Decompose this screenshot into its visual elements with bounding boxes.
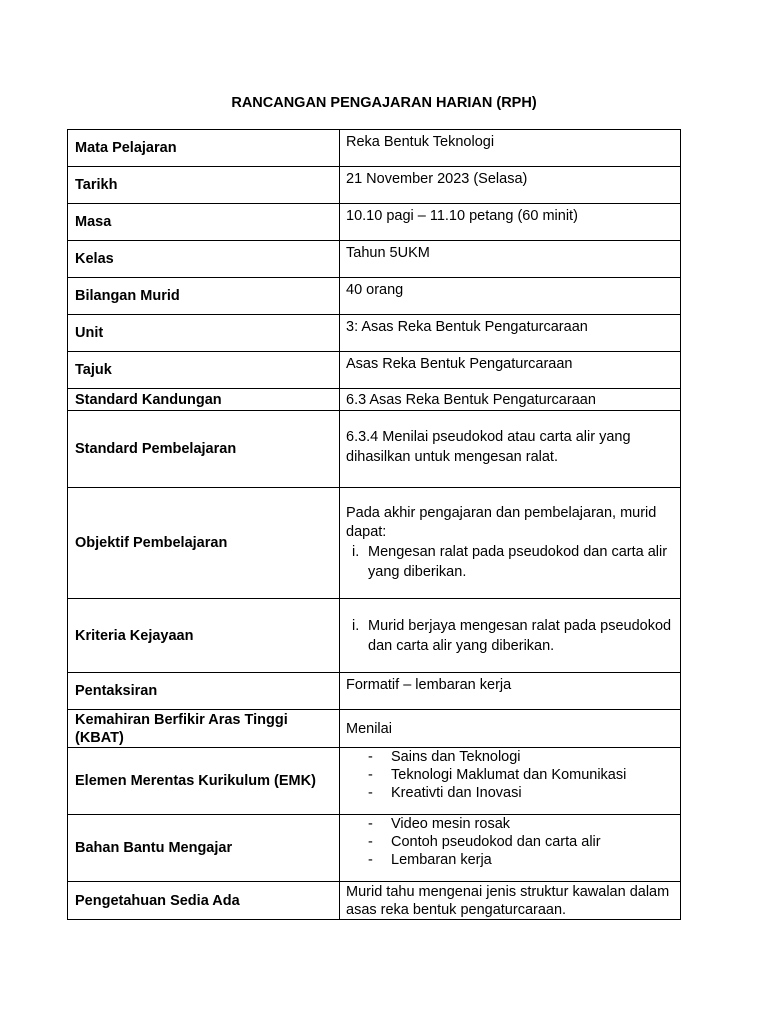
table-row-bilangan-murid xyxy=(68,278,681,315)
table-row-masa xyxy=(68,204,681,241)
row-value xyxy=(340,815,681,882)
list-item-text: Sains dan Teknologi xyxy=(391,749,521,765)
table-row-objektif-pembelajaran xyxy=(68,488,681,599)
criteria-list xyxy=(346,616,672,656)
list-item-text: Lembaran kerja xyxy=(391,852,492,868)
table-row-tajuk xyxy=(68,352,681,389)
table-row-unit xyxy=(68,315,681,352)
row-value: 6.3.4 Menilai pseudokod atau carta alir yang dihasilkan untuk mengesan ralat. xyxy=(340,411,681,488)
list-item xyxy=(346,766,672,784)
list-item xyxy=(346,748,672,766)
table-row-kriteria-kejayaan xyxy=(68,599,681,673)
row-label: Pengetahuan Sedia Ada xyxy=(68,882,340,920)
list-item xyxy=(346,815,672,833)
row-value: 10.10 pagi – 11.10 petang (60 minit) xyxy=(340,204,681,241)
row-value: 3: Asas Reka Bentuk Pengaturcaraan xyxy=(340,315,681,352)
list-marker: - xyxy=(368,834,373,850)
list-item-text: Murid berjaya mengesan ralat pada pseudokod dan carta alir yang diberikan. xyxy=(368,617,672,654)
row-value: Murid tahu mengenai jenis struktur kawalan dalam asas reka bentuk pengaturcaraan. xyxy=(340,882,681,920)
rph-table xyxy=(67,129,681,920)
row-value: 21 November 2023 (Selasa) xyxy=(340,167,681,204)
row-value: Reka Bentuk Teknologi xyxy=(340,130,681,167)
table-row-bbm xyxy=(68,815,681,882)
row-label: Tarikh xyxy=(68,167,340,204)
list-marker: - xyxy=(368,816,373,832)
bbm-list xyxy=(346,815,672,869)
list-item-text: Mengesan ralat pada pseudokod dan carta alir yang diberikan. xyxy=(368,544,668,580)
table-row-mata-pelajaran xyxy=(68,130,681,167)
objective-list xyxy=(346,542,672,582)
row-label: Kemahiran Berfikir Aras Tinggi (KBAT) xyxy=(68,710,340,748)
row-value xyxy=(340,748,681,815)
table-row-kelas xyxy=(68,241,681,278)
row-label: Kriteria Kejayaan xyxy=(68,599,340,673)
row-value: Tahun 5UKM xyxy=(340,241,681,278)
row-value xyxy=(340,488,681,599)
row-label: Pentaksiran xyxy=(68,673,340,710)
emk-list xyxy=(346,748,672,802)
row-value: 40 orang xyxy=(340,278,681,315)
list-item xyxy=(346,616,672,656)
row-label: Tajuk xyxy=(68,352,340,389)
list-item-text: Kreativti dan Inovasi xyxy=(391,785,522,801)
list-marker: - xyxy=(368,785,373,801)
list-marker: i. xyxy=(352,544,360,560)
objective-intro: Pada akhir pengajaran dan pembelajaran, murid dapat: xyxy=(346,505,657,540)
row-label: Mata Pelajaran xyxy=(68,130,340,167)
list-marker: i. xyxy=(352,617,360,634)
list-item xyxy=(346,833,672,851)
table-row-tarikh xyxy=(68,167,681,204)
row-value: Menilai xyxy=(340,710,681,748)
row-label: Masa xyxy=(68,204,340,241)
row-value xyxy=(340,599,681,673)
list-marker: - xyxy=(368,852,373,868)
list-item-text: Teknologi Maklumat dan Komunikasi xyxy=(391,767,627,783)
row-label: Objektif Pembelajaran xyxy=(68,488,340,599)
table-row-standard-kandungan xyxy=(68,389,681,411)
list-marker: - xyxy=(368,767,373,783)
row-value: Formatif – lembaran kerja xyxy=(340,673,681,710)
table-row-kbat xyxy=(68,710,681,748)
row-label: Standard Kandungan xyxy=(68,389,340,411)
row-label: Bahan Bantu Mengajar xyxy=(68,815,340,882)
list-marker: - xyxy=(368,749,373,765)
table-row-pentaksiran xyxy=(68,673,681,710)
row-label: Bilangan Murid xyxy=(68,278,340,315)
row-label: Unit xyxy=(68,315,340,352)
row-value: Asas Reka Bentuk Pengaturcaraan xyxy=(340,352,681,389)
row-label: Elemen Merentas Kurikulum (EMK) xyxy=(68,748,340,815)
row-label: Standard Pembelajaran xyxy=(68,411,340,488)
table-row-standard-pembelajaran xyxy=(68,411,681,488)
row-label: Kelas xyxy=(68,241,340,278)
document-title: RANCANGAN PENGAJARAN HARIAN (RPH) xyxy=(231,95,537,111)
list-item xyxy=(346,542,672,582)
list-item xyxy=(346,851,672,869)
list-item xyxy=(346,784,672,802)
list-item-text: Contoh pseudokod dan carta alir xyxy=(391,834,601,850)
row-value: 6.3 Asas Reka Bentuk Pengaturcaraan xyxy=(340,389,681,411)
table-row-pengetahuan-sedia-ada xyxy=(68,882,681,920)
list-item-text: Video mesin rosak xyxy=(391,816,511,832)
table-row-emk xyxy=(68,748,681,815)
